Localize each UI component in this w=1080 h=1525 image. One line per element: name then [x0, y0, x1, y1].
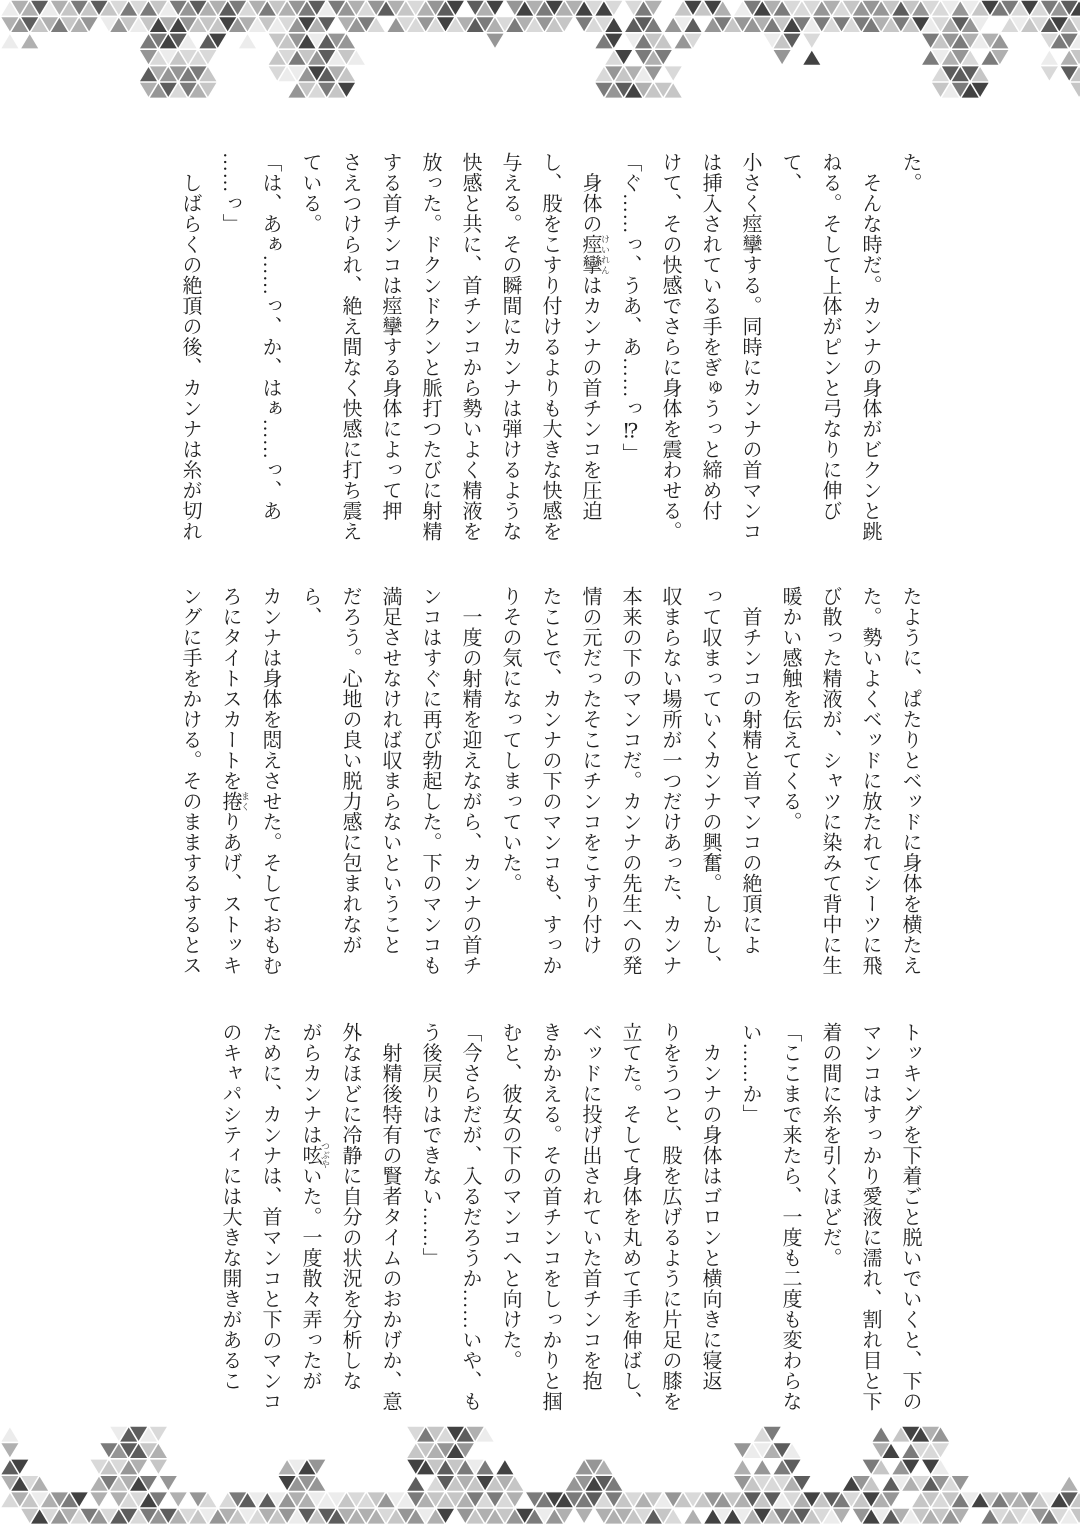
text-line: 身体の痙攣 けいれんはカンナの首チンコを圧迫: [579, 152, 610, 521]
text-line: 射精後特有の賢者タイムのおかげか、意: [379, 1022, 401, 1412]
text-line: がらカンナは呟 つぶやいた。一度散々弄ったが: [299, 1022, 330, 1391]
triangle-shape: [1041, 51, 1058, 65]
text-line: 快感と共に、首チンコから勢いよく精液を: [459, 152, 481, 542]
text-line: た。勢いよくベッドに放たれてシーツに飛: [859, 586, 881, 976]
text-line: 「ここまで来たら、一度も二度も変わらな: [779, 1022, 801, 1412]
triangle-shape: [1061, 1477, 1078, 1491]
triangle-shape: [239, 34, 256, 48]
text-line: い……か」: [739, 1022, 761, 1125]
text-line: たように、ぱたりとベッドに身体を横たえ: [899, 586, 921, 976]
text-line: さえつけられ、絶え間なく快感に打ち震え: [339, 152, 361, 542]
text-line: むと、彼女の下のマンコへと向けた。: [499, 1022, 521, 1371]
triangle-shape: [873, 1428, 890, 1442]
triangle-shape: [21, 34, 38, 48]
triangle-shape: [150, 1460, 167, 1474]
triangle-shape: [774, 50, 791, 64]
text-line: そんな時だ。カンナの身体がビクンと跳: [859, 152, 881, 542]
text-block-1: [179, 152, 930, 554]
text-line: 放った。ドクンドクンと脈打つたびに射精: [419, 152, 441, 542]
text-line: 与える。その瞬間にカンナは弾けるような: [499, 152, 521, 542]
text-line: カンナは身体を悶えさせた。そしておもむ: [259, 586, 281, 976]
text-line: 一度の射精を迎えながら、カンナの首チ: [459, 586, 481, 976]
text-line: 本来の下のマンコだ。カンナの先生への発: [619, 586, 641, 976]
triangle-pattern-svg: [0, 1426, 1080, 1525]
triangle-shape: [160, 1476, 177, 1490]
triangle-shape: [487, 34, 504, 48]
text-line: ベッドに投げ出されていた首チンコを抱: [579, 1022, 601, 1391]
text-line: う後戻りはできない……」: [419, 1022, 441, 1268]
text-line: 小さく痙攣する。同時にカンナの首マンコ: [739, 152, 761, 542]
text-line: きかかえる。その首チンコをしっかりと掴: [539, 1022, 561, 1412]
triangle-pattern-svg: [0, 0, 1080, 99]
triangle-shape: [170, 1492, 187, 1506]
triangle-shape: [665, 66, 682, 80]
text-line: って収まっていくカンナの興奮。しかし、: [699, 586, 721, 976]
triangle-shape: [734, 1460, 751, 1474]
text-line: りその気になってしまっていた。: [499, 586, 521, 894]
text-line: する首チンコは痙攣する身体によって押: [379, 152, 401, 521]
text-line: のキャパシティには大きな開きがあるこ: [219, 1022, 241, 1391]
text-line: けて、その快感でさらに身体を震わせる。: [659, 152, 681, 542]
text-line: 外なほどに冷静に自分の状況を分析しな: [339, 1022, 361, 1391]
triangle-shape: [576, 1509, 593, 1523]
text-line: 収まらない場所が一つだけあった、カンナ: [659, 586, 681, 976]
triangle-shape: [754, 1460, 771, 1474]
text-line: 情の元だったそこにチンコをこすり付け: [579, 586, 601, 955]
text-block-2: [179, 586, 930, 988]
text-line: たことで、カンナの下のマンコも、すっか: [539, 586, 561, 976]
text-line: ……っ」: [219, 152, 241, 234]
triangle-pattern-top: [0, 0, 1080, 99]
text-line: ろにタイトスカートを捲 まくりあげ、ストッキ: [219, 586, 250, 976]
triangle-shape: [1, 34, 18, 48]
text-line: び散った精液が、シャツに染みて背中に生: [819, 586, 841, 976]
text-line: ンコはすぐに再び勃起した。下のマンコも: [419, 586, 441, 976]
text-line: 「は、あぁ……っ、か、はぁ……っ、あ: [259, 152, 281, 521]
text-line: ために、カンナは、首マンコと下のマンコ: [259, 1022, 281, 1412]
text-line: は挿入されている手をぎゅうっと締め付: [699, 152, 721, 521]
triangle-shape: [803, 51, 820, 65]
text-line: トッキングを下着ごと脱いでいくと、下の: [899, 1022, 921, 1412]
text-line: カンナの身体はゴロンと横向きに寝返: [699, 1022, 721, 1391]
text-line: マンコはすっかり愛液に濡れ、割れ目と下: [859, 1022, 881, 1412]
triangle-shape: [496, 1460, 513, 1474]
triangle-shape: [1, 1428, 18, 1442]
text-line: ングに手をかける。そのままするするとス: [179, 586, 201, 976]
text-line: 暖かい感触を伝えてくる。: [779, 586, 801, 832]
text-line: しばらくの絶頂の後、カンナは糸が切れ: [179, 152, 201, 542]
text-line: 首チンコの射精と首マンコの絶頂によ: [739, 586, 761, 955]
triangle-shape: [1071, 83, 1080, 97]
triangle-shape: [685, 1510, 702, 1524]
triangle-shape: [1, 1443, 18, 1457]
triangle-pattern-bottom: [0, 1426, 1080, 1525]
text-line: し、股をこすり付けるよりも大きな快感を: [539, 152, 561, 542]
triangle-shape: [91, 1492, 108, 1506]
text-line: 満足させなければ収まらないということ: [379, 586, 401, 955]
triangle-shape: [407, 1477, 424, 1491]
triangle-shape: [1041, 66, 1058, 80]
text-line: ねる。そして上体がピンと弓なりに伸びて、: [779, 152, 841, 521]
text-line: 「ぐ……っ、うあ、あ……っ⁉」: [619, 152, 641, 464]
text-line: 立てた。そして身体を丸めて手を伸ばし、: [619, 1022, 641, 1412]
text-line: りをうつと、股を広げるように片足の膝を: [659, 1022, 681, 1412]
text-line: た。: [899, 152, 921, 193]
triangle-shape: [803, 34, 820, 48]
text-line: だろう。心地の良い脱力感に包まれながら、: [299, 586, 361, 955]
text-block-3: [206, 1022, 930, 1424]
text-line: ている。: [299, 152, 321, 234]
text-line: 着の間に糸を引くほどだ。: [819, 1022, 841, 1268]
text-line: 「今さらだが、入るだろうか……いや、も: [459, 1022, 481, 1412]
